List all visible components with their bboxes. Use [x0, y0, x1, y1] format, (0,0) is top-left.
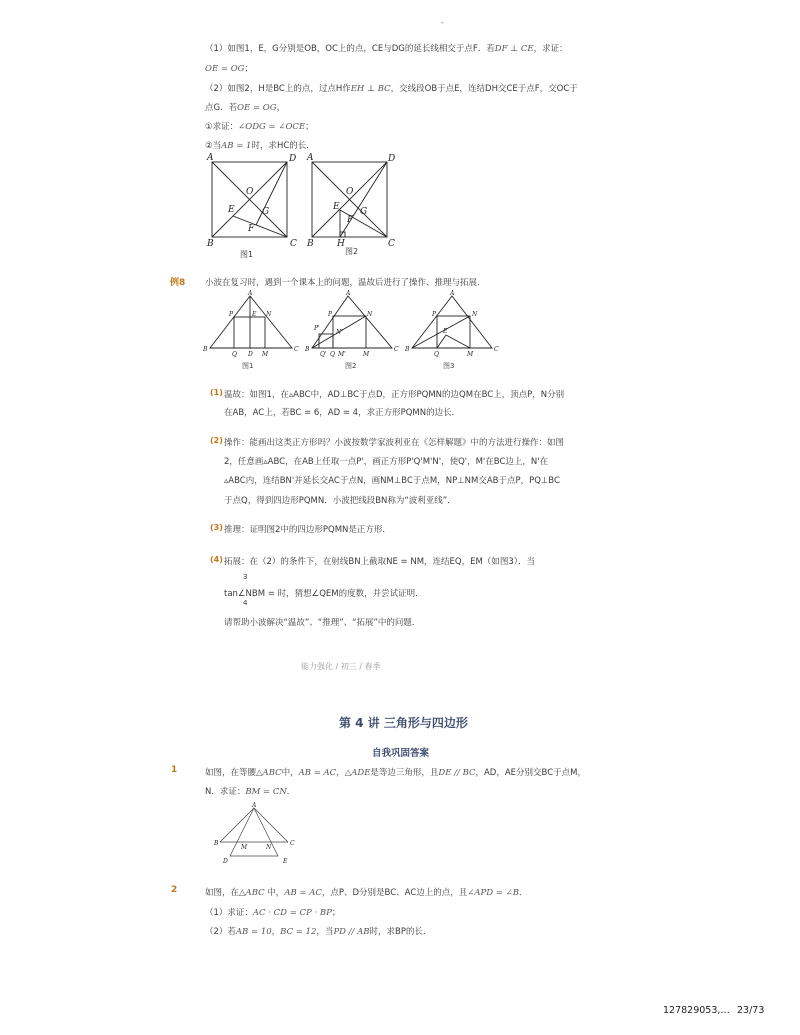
label-d: D	[388, 154, 396, 164]
label-p: P	[328, 311, 333, 318]
label-h: H	[337, 239, 345, 249]
fig1-square-pqmn	[234, 317, 265, 348]
question-1-figure	[210, 800, 300, 868]
label-d: D	[223, 858, 228, 865]
fig3-square-pqmn	[437, 316, 470, 348]
label-b: B	[307, 239, 314, 249]
label-b: B	[214, 840, 219, 847]
fig1-line-dg	[256, 162, 287, 225]
part-1-line1: 温故：如图1，在▵ABC中，AD⊥BC于点D，正方形PQMN的边QM在BC上，顶点P，N分别	[224, 390, 565, 400]
fig1-caption: 图1	[240, 250, 254, 259]
page-footer: 能力强化 / 初三 / 春季	[301, 662, 381, 671]
question-2-line3: （2）若AB = 10，BC = 12，当PD // AB时，求BP的长．	[205, 927, 432, 937]
fig2-line-dh	[340, 162, 387, 237]
segment-ac	[254, 808, 288, 842]
top-mark: -	[441, 18, 445, 28]
label-c: C	[388, 239, 395, 249]
label-q: Q	[434, 351, 439, 358]
label-p-prime: P'	[314, 325, 320, 332]
label-a: A	[307, 153, 314, 163]
label-q-prime: Q'	[320, 351, 327, 358]
part-3-line1: 推理：证明图2中的四边形PQMN是正方形．	[224, 525, 391, 535]
label-p: P	[432, 311, 437, 318]
question-2-number: 2	[171, 885, 178, 895]
label-b: B	[305, 346, 310, 353]
label-e: E	[333, 202, 340, 212]
fig2-caption: 图2	[345, 247, 359, 256]
fig3-line-eq	[437, 335, 446, 348]
part-4-number: (4)	[210, 555, 223, 564]
label-a: A	[450, 290, 455, 297]
label-n: N	[266, 844, 272, 851]
page-number: 23/73	[737, 1005, 765, 1016]
square-figures	[200, 152, 410, 260]
label-p: P	[229, 311, 234, 318]
question-part2-line4: ②当AB = 1时，求HC的长．	[205, 141, 315, 151]
question-1-line1: 如图，在等腰△ABC中，AB = AC，△ADE是等边三角形，且DE // BC，AD，AE分别交BC于点M，	[205, 768, 586, 778]
label-m: M	[467, 351, 474, 358]
label-m: M	[241, 844, 248, 851]
fraction-numerator: 3	[243, 573, 248, 581]
fig1-line-ce	[233, 216, 287, 237]
part-2-line1: 操作：能画出这类正方形吗？小波按数学家波利亚在《怎样解题》中的方法进行操作：如图	[224, 438, 565, 448]
label-e: E	[283, 858, 288, 865]
part-2-line3: ▵ABC内，连结BN'并延长交AC于点N，画NM⊥BC于点M，NP⊥NM交AB于点P，PQ⊥BC	[224, 476, 560, 486]
fig3-triangle	[412, 296, 492, 348]
label-m: M	[262, 351, 269, 358]
label-g: G	[262, 207, 270, 217]
question-part2-line2: 点G．若OE = OG，	[205, 103, 286, 113]
part-2-line4: 于点Q，得到四边形PQMN．小波把线段BN称为“波利亚线”．	[224, 496, 456, 506]
label-b: B	[203, 346, 208, 353]
part-4-line2: tan∠NBM = 时，猜想∠QEM的度数，并尝试证明．	[224, 589, 424, 599]
label-f: F	[347, 215, 354, 225]
label-a: A	[346, 290, 351, 297]
label-e: E	[228, 205, 235, 215]
triangle-figures	[200, 290, 500, 372]
fig2-triangle	[312, 296, 392, 348]
fig1-caption: 图1	[242, 362, 254, 370]
label-c: C	[294, 346, 299, 353]
label-n: N	[266, 311, 272, 318]
label-e: E	[252, 311, 257, 318]
label-c: C	[394, 346, 399, 353]
document-id: 127829053,…	[663, 1005, 730, 1016]
part-2-number: (2)	[210, 436, 223, 445]
part-4-line1: 拓展：在（2）的条件下，在射线BN上截取NE = NM，连结EQ，EM（如图3）．当	[224, 557, 535, 567]
label-n: N	[367, 311, 373, 318]
label-c: C	[290, 840, 295, 847]
fig1-triangle	[210, 296, 292, 348]
question-part2-line3: ①求证：∠ODG = ∠OCE；	[205, 122, 314, 132]
part-2-line2: 2，任意画▵ABC，在AB上任取一点P'，画正方形P'Q'M'N'，使Q'，M'在BC边上，N'在	[224, 457, 549, 467]
fraction-denominator: 4	[243, 599, 248, 607]
fig2-square-prime	[319, 334, 333, 348]
question-1-number: 1	[171, 765, 178, 775]
label-g: G	[360, 207, 368, 217]
label-d: D	[248, 351, 253, 358]
example-8-label: 例8	[170, 278, 186, 288]
part-3-number: (3)	[210, 523, 223, 532]
question-part2-line1: （2）如图2，H是BC上的点，过点H作EH ⊥ BC，交线段OB于点E，连结DH交CE于点F，交OC于	[205, 84, 578, 94]
question-2-line2: （1）求证：AC · CD = CP · BP；	[205, 908, 341, 918]
label-m: M	[363, 351, 370, 358]
question-1-line2: N．求证：BM = CN．	[205, 787, 296, 797]
question-2-line1: 如图，在△ABC 中，AB = AC，点P、D分别是BC、AC边上的点，且∠APD = ∠B．	[205, 888, 528, 898]
part-1-line2: 在AB，AC上，若BC = 6，AD = 4，求正方形PQMN的边长．	[224, 408, 461, 418]
label-d: D	[289, 154, 297, 164]
label-e: E	[443, 328, 448, 335]
label-q: Q	[232, 351, 237, 358]
label-o: O	[346, 187, 354, 197]
label-o: O	[246, 187, 254, 197]
example-8-intro: 小波在复习时，遇到一个课本上的问题，温故后进行了操作、推理与拓展．	[205, 278, 486, 288]
segment-ab	[220, 808, 254, 842]
label-b: B	[405, 346, 410, 353]
label-a: A	[252, 802, 257, 809]
label-a: A	[248, 290, 253, 297]
label-c: C	[494, 346, 499, 353]
fig3-caption: 图3	[443, 362, 455, 370]
part-1-number: (1)	[210, 388, 223, 397]
label-b: B	[207, 239, 214, 249]
label-n: N	[472, 311, 478, 318]
label-f: F	[248, 224, 255, 234]
label-m-prime: M'	[338, 351, 346, 358]
question-part1-line2: OE = OG；	[205, 64, 253, 74]
fig2-caption: 图2	[345, 362, 357, 370]
label-n-prime: N'	[336, 329, 343, 336]
question-part1-line1: （1）如图1，E，G分别是OB，OC上的点，CE与DG的延长线相交于点F．若DF ⊥ CE，求证：	[205, 44, 568, 54]
label-q: Q	[330, 351, 335, 358]
lecture-subtitle: 自我巩固答案	[372, 748, 430, 759]
label-a: A	[207, 153, 214, 163]
lecture-title: 第 4 讲 三角形与四边形	[339, 716, 468, 730]
label-c: C	[290, 239, 297, 249]
part-4-line3: 请帮助小波解决“温故”、“推理”、“拓展”中的问题．	[224, 618, 421, 628]
fig3-line-em	[446, 335, 470, 348]
